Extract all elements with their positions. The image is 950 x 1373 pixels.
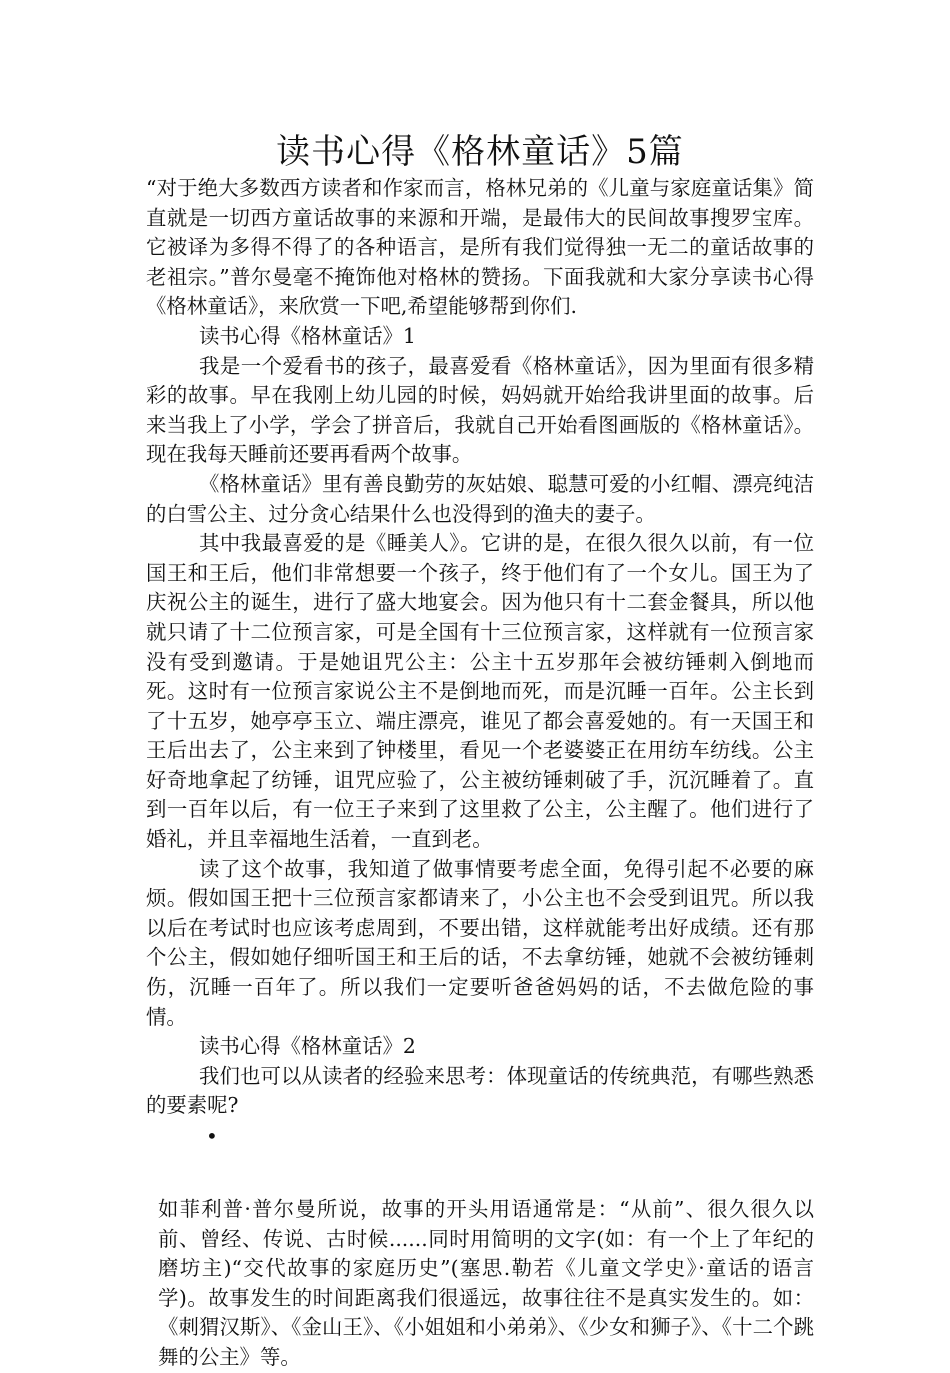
section-1-paragraph: 读了这个故事，我知道了做事情要考虑全面，免得引起不必要的麻烦。假如国王把十三位预言家都请来了，小公主也不会受到诅咒。所以我以后在考试时也应该考虑周到，不要出错，这样就能考出好成绩。还有那个公主，假如她仔细听国王和王后的话，不去拿纺锤，她就不会被纺锤刺伤，沉睡一百年了。所以我们一定要听爸爸妈妈的话，不去做危险的事情。	[146, 856, 814, 1029]
document-title: 读书心得《格林童话》5篇	[276, 132, 684, 172]
spacer	[146, 1151, 814, 1195]
section-1-heading: 读书心得《格林童话》1	[199, 323, 416, 348]
bullet-marker: •	[206, 1124, 218, 1148]
section-1-paragraph: 《格林童话》里有善良勤劳的灰姑娘、聪慧可爱的小红帽、漂亮纯洁的白雪公主、过分贪心结果什么也没得到的渔夫的妻子。	[146, 471, 814, 526]
section-2-paragraph: 如菲利普·普尔曼所说，故事的开头用语通常是：“从前”、很久很久以前、曾经、传说、古时候......同时用简明的文字(如：有一个上了年纪的磨坊主)“交代故事的家庭历史”(塞思.勒若《儿童文学史》·童话的语言学)。故事发生的时间距离我们很遥远，故事往往不是真实发生的。如：《刺猬汉斯》、《金山王》、《小姐姐和小弟弟》、《少女和狮子》、《十二个跳舞的公主》等。	[158, 1197, 814, 1369]
section-1-paragraph: 其中我最喜爱的是《睡美人》。它讲的是，在很久很久以前，有一位国王和王后，他们非常想要一个孩子，终于他们有了一个女儿。国王为了庆祝公主的诞生，进行了盛大地宴会。因为他只有十二套金餐具，所以他就只请了十二位预言家，可是全国有十三位预言家，这样就有一位预言家没有受到邀请。于是她诅咒公主：公主十五岁那年会被纺锤刺入倒地而死。这时有一位预言家说公主不是倒地而死，而是沉睡一百年。公主长到了十五岁，她亭亭玉立、端庄漂亮，谁见了都会喜爱她的。有一天国王和王后出去了，公主来到了钟楼里，看见一个老婆婆正在用纺车纺线。公主好奇地拿起了纺锤，诅咒应验了，公主被纺锤刺破了手，沉沉睡着了。直到一百年以后，有一位王子来到了这里救了公主，公主醒了。他们进行了婚礼，并且幸福地生活着，一直到老。	[146, 531, 814, 852]
section-2-heading: 读书心得《格林童话》2	[199, 1034, 416, 1059]
intro-paragraph: “对于绝大多数西方读者和作家而言，格林兄弟的《儿童与家庭童话集》简直就是一切西方童话故事的来源和开端，是最伟大的民间故事搜罗宝库。它被译为多得不得了的各种语言，是所有我们觉得独一无二的童话故事的老祖宗。”普尔曼毫不掩饰他对格林的赞扬。下面我就和大家分享读书心得《格林童话》，来欣赏一下吧,希望能够帮到你们.	[146, 176, 814, 319]
section-2-question: 我们也可以从读者的经验来思考：体现童话的传统典范，有哪些熟悉的要素呢?	[146, 1063, 814, 1118]
document-page	[146, 130, 814, 1373]
section-1-paragraph: 我是一个爱看书的孩子，最喜爱看《格林童话》，因为里面有很多精彩的故事。早在我刚上幼儿园的时候，妈妈就开始给我讲里面的故事。后来当我上了小学，学会了拼音后，我就自己开始看图画版的《格林童话》。现在我每天睡前还要再看两个故事。	[146, 353, 814, 467]
